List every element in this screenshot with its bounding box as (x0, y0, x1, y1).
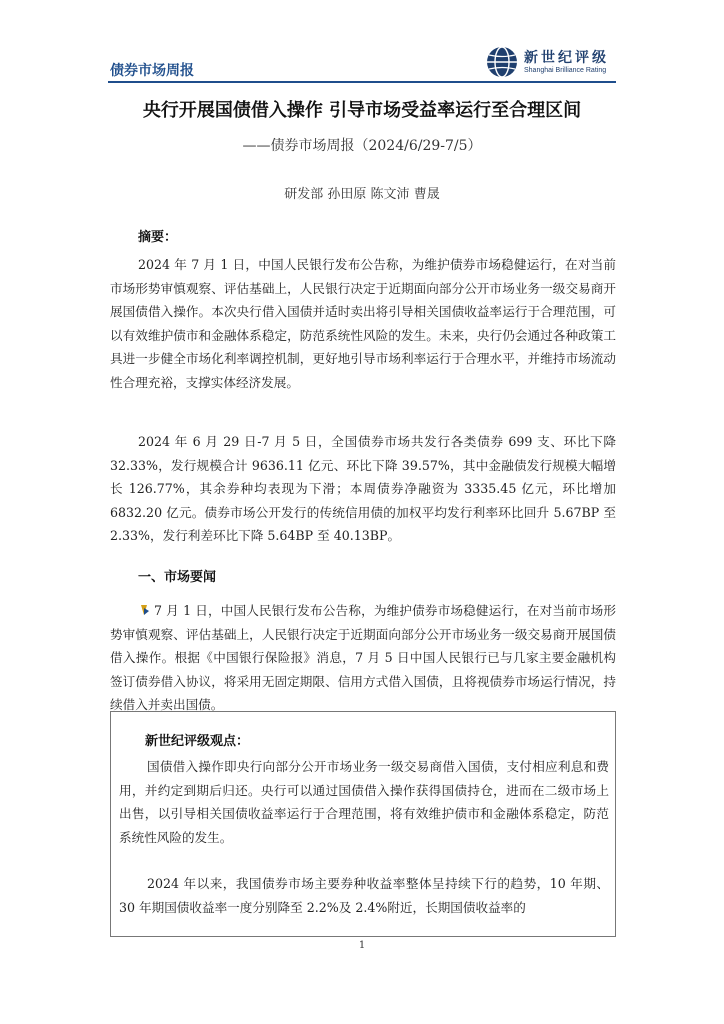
abstract-paragraph: 2024 年 6 月 29 日-7 月 5 日，全国债券市场共发行各类债券 699 支、环比下降 32.33%，发行规模合计 9636.11 亿元、环比下降 39.57%，其中金融债发行规模大幅增长 126.77%，其余券种均表现为下滑；本周债券净融资为 3335.45 亿元，环比增加 6832.20 亿元。债券市场公开发行的传统信用债的加权平均发行利率环比回升 5.67BP 至 2.33%，发行利差环比下降 5.64BP 至 40.13BP。 (110, 434, 616, 543)
market-news-text: 7 月 1 日，中国人民银行发布公告称，为维护债券市场稳健运行，在对当前市场形势审慎观察、评估基础上，人民银行决定于近期面向部分公开市场业务一级交易商开展国债借入操作。根据《中国银行保险报》消息，7 月 5 日中国人民银行已与几家主要金融机构签订债券借入协议，将采用无固定期限、信用方式借入国债，且将视债券市场运行情况，持续借入并卖出国债。 (110, 603, 616, 712)
viewpoint-heading: 新世纪评级观点： (145, 734, 250, 749)
logo-chinese-name: 新世纪评级 (524, 50, 609, 66)
report-title: 央行开展国债借入操作 引导市场受益率运行至合理区间 (142, 100, 582, 121)
logo-english-name: Shanghai Brilliance Rating (524, 67, 607, 74)
report-subtitle: ——债券市场周报（2024/6/29-7/5） (242, 138, 482, 154)
bullet-icon (138, 604, 150, 616)
report-series-label: 债券市场周报 (110, 63, 194, 79)
viewpoint-paragraph: 国债借入操作即央行向部分公开市场业务一级交易商借入国债，支付相应利息和费用，并约定到期后归还。央行可以通过国债借入操作获得国债持仓，进而在二级市场上出售，以引导相关国债收益率运行于合理范围，将有效维护债市和金融体系稳定，防范系统性风险的发生。 (119, 759, 609, 845)
abstract-paragraph: 2024 年 7 月 1 日，中国人民银行发布公告称，为维护债券市场稳健运行，在对当前市场形势审慎观察、评估基础上，人民银行决定于近期面向部分公开市场业务一级交易商开展国债借入操作。本次央行借入国债并适时卖出将引导相关国债收益率运行于合理范围，可以有效维护债市和金融体系稳定，防范系统性风险的发生。未来，央行仍会通过各种政策工具进一步健全市场化利率调控机制，更好地引导市场利率运行于合理水平，并维持市场流动性合理充裕，支撑实体经济发展。 (110, 257, 616, 390)
page-number: 1 (358, 940, 366, 951)
market-news-paragraph (110, 599, 616, 717)
viewpoint-paragraph: 2024 年以来，我国债券市场主要券种收益率整体呈持续下行的趋势，10 年期、30 年期国债收益率一度分别降至 2.2%及 2.4%附近，长期国债收益率的 (119, 876, 609, 915)
globe-logo-icon (486, 46, 518, 78)
header-divider (108, 81, 616, 83)
abstract-heading: 摘要： (138, 230, 178, 245)
brand-logo (486, 46, 636, 80)
report-authors: 研发部 孙田原 陈文沛 曹晟 (284, 187, 440, 202)
section-heading-market-news: 一、市场要闻 (138, 570, 217, 585)
viewpoint-box (110, 711, 616, 937)
